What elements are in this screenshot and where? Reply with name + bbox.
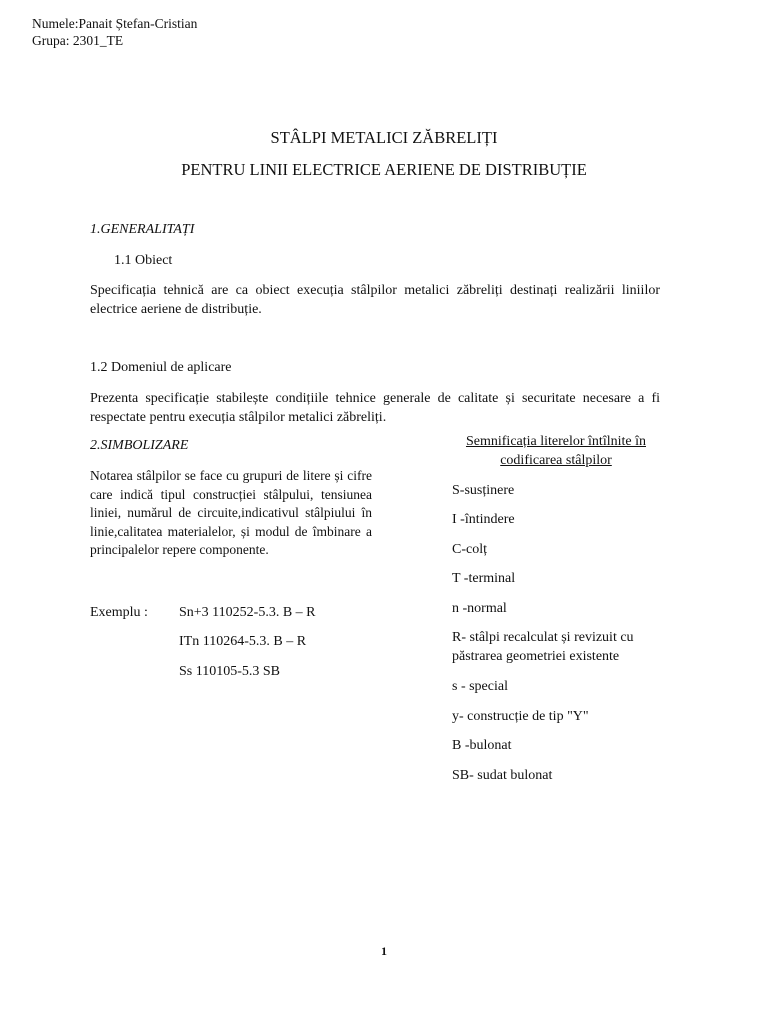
legend-item-sb: SB- sudat bulonat — [452, 768, 553, 783]
student-name: Numele:Panait Ștefan-Cristian — [32, 16, 198, 31]
paragraph-obiect — [90, 281, 660, 319]
paragraph-domeniu — [90, 389, 660, 427]
section-heading-generalitati: 1.GENERALITAȚI — [90, 222, 195, 237]
paragraph-obiect-text: Specificația tehnică are ca obiect execuția stâlpilor metalici zăbreliți destinați realizării liniilor electrice aeriene de distribuție. — [90, 283, 660, 317]
subsection-heading-obiect: 1.1 Obiect — [114, 253, 173, 268]
legend-item-s-special: s - special — [452, 679, 508, 694]
paragraph-simbolizare: Notarea stâlpilor se face cu grupuri de litere și cifre care indică tipul construcției stâlpului, tensiunea liniei, numărul de circuite,indicativul stâlpiului în linie,calitatea materialelor, și modul de îmbinare a principalelor repere componente. — [90, 468, 372, 557]
document-subtitle: PENTRU LINII ELECTRICE AERIENE DE DISTRIBUȚIE — [181, 160, 587, 179]
example-code-3: Ss 110105-5.3 SB — [179, 664, 281, 679]
document-title: STÂLPI METALICI ZĂBRELIȚI — [270, 128, 498, 147]
legend-item-b: B -bulonat — [452, 738, 512, 753]
legend-item-r: R- stâlpi recalculat și revizuit cu păstrarea geometriei existente — [452, 630, 634, 664]
page-number: 1 — [381, 944, 387, 958]
legend-item-s: S-susținere — [452, 483, 515, 498]
legend-item-i: I -întindere — [452, 512, 515, 527]
example-label: Exemplu : — [90, 605, 148, 620]
legend-item-n: n -normal — [452, 601, 507, 616]
legend-item-t: T -terminal — [452, 571, 516, 586]
example-code-1: Sn+3 110252-5.3. B – R — [179, 605, 316, 620]
legend-item-c: C-colț — [452, 542, 487, 557]
legend-item-y: y- construcție de tip "Y" — [452, 709, 589, 724]
section-heading-simbolizare: 2.SIMBOLIZARE — [90, 438, 189, 453]
paragraph-domeniu-text: Prezenta specificație stabilește condițiile tehnice generale de calitate și securitate necesare a fi respectate pentru execuția stâlpilor metalici zăbreliți. — [90, 391, 660, 425]
example-code-2: ITn 110264-5.3. B – R — [179, 634, 307, 649]
subsection-heading-domeniu: 1.2 Domeniul de aplicare — [90, 360, 232, 375]
legend-title-line2: codificarea stâlpilor — [500, 453, 612, 468]
student-group: Grupa: 2301_TE — [32, 33, 124, 48]
legend-title-line1: Semnificația literelor întîlnite în — [465, 434, 646, 449]
